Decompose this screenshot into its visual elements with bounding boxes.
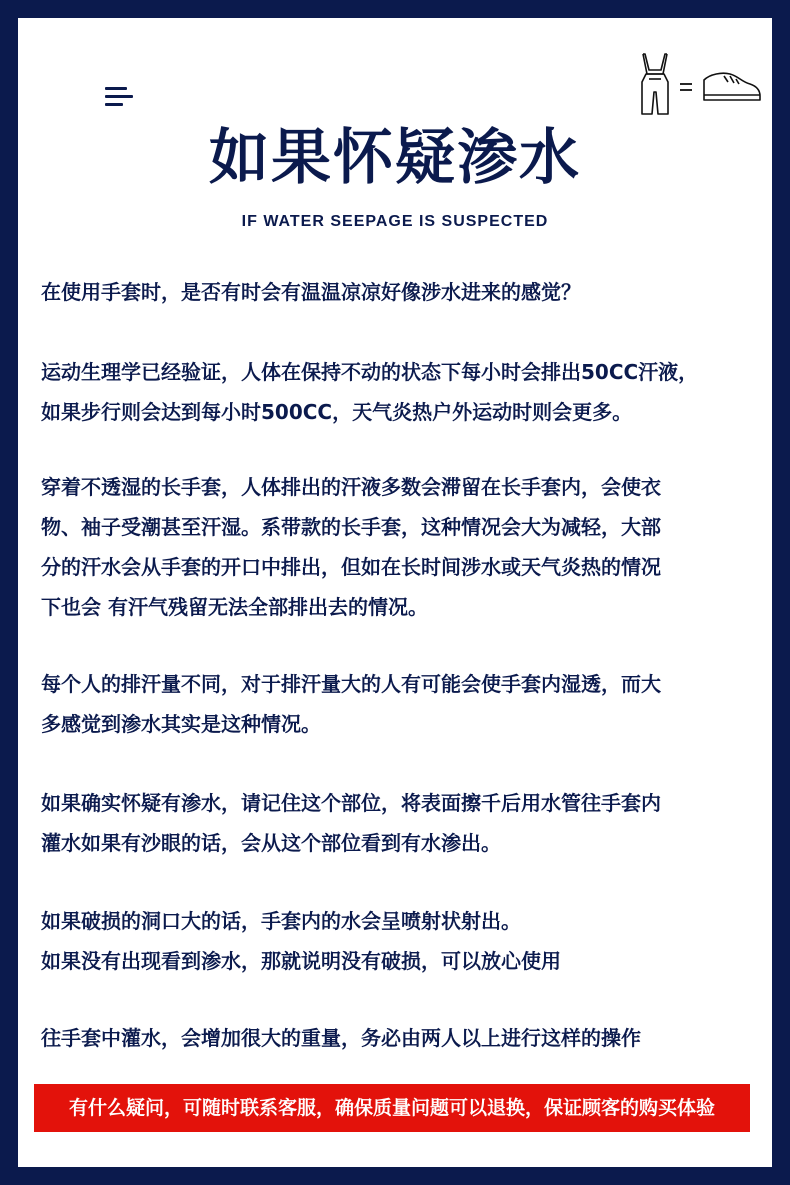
paragraph-line: 如果步行则会达到每小时500CC，天气炎热户外运动时则会更多。	[41, 400, 633, 424]
paragraph-line: 穿着不透湿的长手套，人体排出的汗液多数会滞留在长手套内，会使衣	[41, 475, 661, 499]
equals-icon	[680, 84, 692, 90]
paragraph-feeling	[41, 272, 756, 312]
overalls-equals-shoe-icon	[638, 52, 764, 118]
paragraph-line: 分的汗水会从手套的开口中排出，但如在长时间涉水或天气炎热的情况	[41, 555, 661, 579]
paragraph-line: 在使用手套时，是否有时会有温温凉凉好像涉水进来的感觉？	[41, 280, 581, 304]
paragraph-line: 如果确实怀疑有渗水，请记住这个部位，将表面擦千后用水管往手套内	[41, 791, 661, 815]
paragraph-line: 下也会 有汗气残留无法全部排出去的情况。	[41, 595, 428, 619]
paragraph-line: 往手套中灌水，会增加很大的重量，务必由两人以上进行这样的操作	[41, 1026, 641, 1050]
paragraph-damage	[41, 901, 756, 981]
paragraph-line: 每个人的排汗量不同，对于排汗量大的人有可能会使手套内湿透，而大	[41, 672, 661, 696]
customer-service-banner: 有什么疑问，可随时联系客服，确保质量问题可以退换，保证顾客的购买体验	[34, 1084, 750, 1132]
page-subtitle: IF WATER SEEPAGE IS SUSPECTED	[241, 213, 549, 230]
hamburger-menu-icon[interactable]	[105, 87, 135, 107]
paragraph-line: 灌水如果有沙眼的话，会从这个部位看到有水渗出。	[41, 831, 501, 855]
shoe-icon	[704, 73, 760, 100]
paragraph-warning	[41, 1018, 756, 1058]
overalls-icon	[642, 54, 668, 114]
paragraph-sweat-amount	[41, 664, 756, 744]
paragraph-line: 如果没有出现看到渗水，那就说明没有破损，可以放心使用	[41, 949, 561, 973]
paragraph-line: 运动生理学已经验证，人体在保持不动的状态下每小时会排出50CC汗液，	[41, 360, 699, 384]
page-title: 如果怀疑渗水	[209, 123, 581, 193]
content-card	[18, 18, 772, 1167]
paragraph-line: 多感觉到渗水其实是这种情况。	[41, 712, 321, 736]
paragraph-physiology	[41, 352, 756, 432]
paragraph-long-gloves	[41, 467, 756, 627]
paragraph-line: 物、袖子受潮甚至汗湿。系带款的长手套，这种情况会大为减轻，大部	[41, 515, 661, 539]
paragraph-check-leak	[41, 783, 756, 863]
paragraph-line: 如果破损的洞口大的话，手套内的水会呈喷射状射出。	[41, 909, 521, 933]
